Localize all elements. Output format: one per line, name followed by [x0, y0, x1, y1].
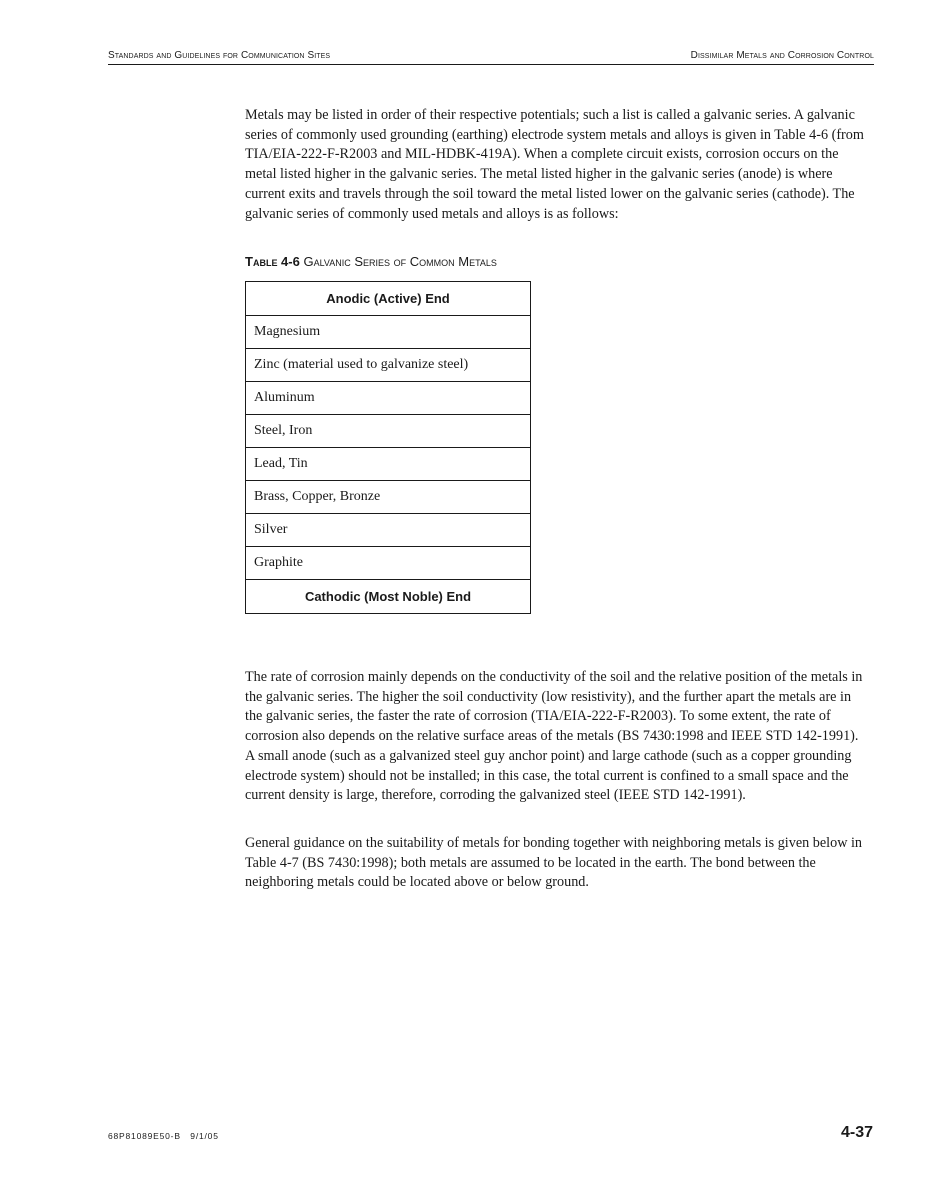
paragraph-corrosion-rate: The rate of corrosion mainly depends on the conductivity of the soil and the relative position of the metals in the galvanic series. The higher the soil conductivity (low resistivity), and the further apart the metals are in the galvanic series, the faster the rate of corrosion (TIA/EIA-222-F-R2003). To some extent, the rate of corrosion also depends on the relative surface areas of the metals (BS 7430:1998 and IEEE STD 142-1991). A small anode (such as a galvanized steel guy anchor point) and large cathode (such as a copper grounding electrode system) should not be installed; in this case, the total current is confined to a small space and the current density is large, therefore, corroding the galvanized steel (IEEE STD 142-1991).	[245, 669, 863, 804]
anodic-end-header: Anodic (Active) End	[246, 282, 531, 316]
running-header	[108, 50, 874, 65]
galvanic-series-table	[245, 281, 531, 614]
table-caption-number: Table 4-6	[245, 254, 300, 269]
table-cell: Lead, Tin	[246, 448, 531, 481]
cathodic-end-footer: Cathodic (Most Noble) End	[246, 580, 531, 614]
table-row	[246, 481, 531, 514]
header-right-title: Dissimilar Metals and Corrosion Control	[690, 50, 874, 61]
table-row	[246, 415, 531, 448]
table-caption-title: Galvanic Series of Common Metals	[303, 254, 497, 269]
table-cell: Zinc (material used to galvanize steel)	[246, 349, 531, 382]
table-cell: Silver	[246, 514, 531, 547]
table-cell: Steel, Iron	[246, 415, 531, 448]
paragraph-bonding-guidance: General guidance on the suitability of metals for bonding together with neighboring metals is given below in Table 4-7 (BS 7430:1998); both metals are assumed to be located in the earth. The bond between the neighboring metals could be located above or below ground.	[245, 835, 863, 891]
footer-doc-info	[108, 1131, 219, 1141]
table-row	[246, 514, 531, 547]
table-cell: Brass, Copper, Bronze	[246, 481, 531, 514]
page-number: 4-37	[840, 1124, 873, 1141]
table-row	[246, 316, 531, 349]
table-cell: Aluminum	[246, 382, 531, 415]
table-cell: Magnesium	[246, 316, 531, 349]
table-header-row	[246, 282, 531, 316]
table-row	[246, 382, 531, 415]
table-row	[246, 448, 531, 481]
table-footer-row	[246, 580, 531, 614]
footer-date: 9/1/05	[190, 1131, 219, 1141]
paragraph-galvanic-series-intro: Metals may be listed in order of their respective potentials; such a list is called a galvanic series. A galvanic series of commonly used grounding (earthing) electrode system metals and alloys is given in Table 4-6 (from TIA/EIA-222-F-R2003 and MIL-HDBK-419A). When a complete circuit exists, corrosion occurs on the metal listed higher in the galvanic series. The metal listed higher in the galvanic series (anode) is where current exits and travels through the soil toward the metal listed lower on the galvanic series (cathode). The galvanic series of commonly used metals and alloys is as follows:	[245, 107, 864, 222]
header-left-title: Standards and Guidelines for Communication Sites	[108, 50, 331, 61]
table-row	[246, 349, 531, 382]
table-caption	[245, 254, 497, 269]
footer-doc-id: 68P81089E50-B	[108, 1131, 181, 1141]
table-cell: Graphite	[246, 547, 531, 580]
table-row	[246, 547, 531, 580]
